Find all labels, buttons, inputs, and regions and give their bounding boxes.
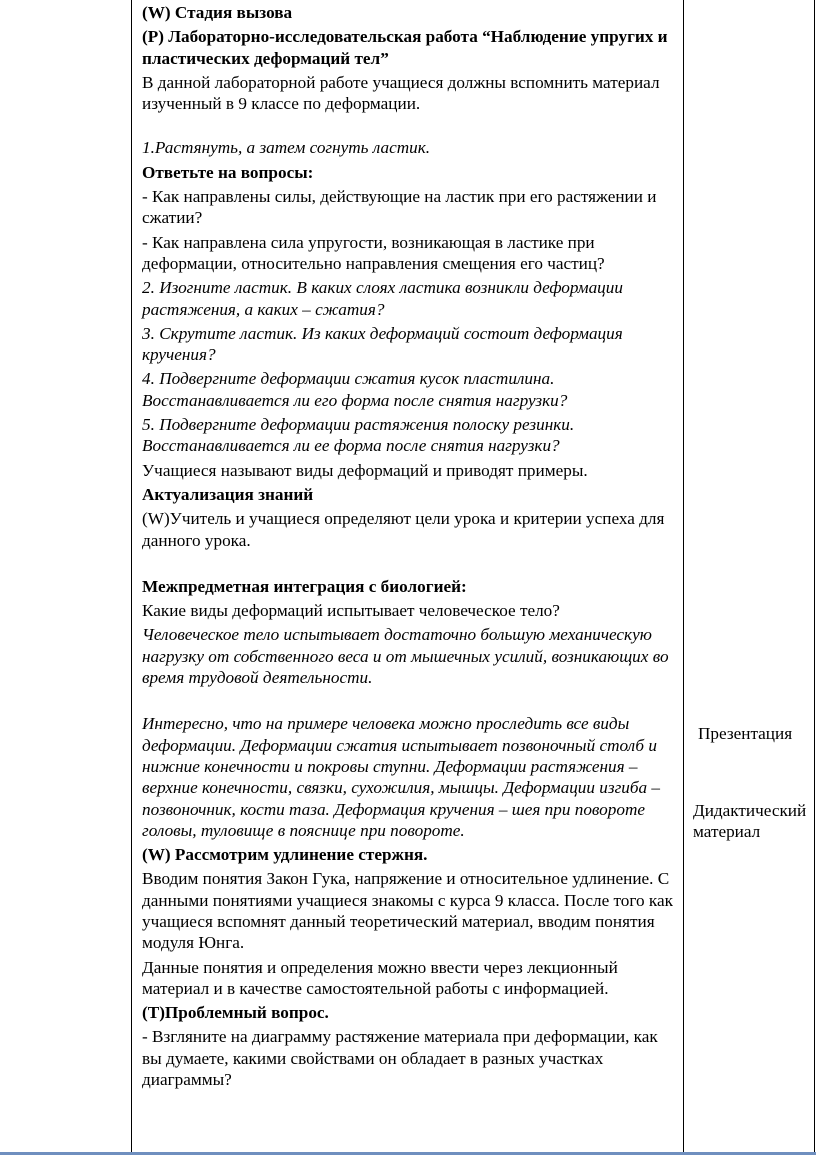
table-border-right — [814, 0, 815, 1152]
task-5: 5. Подвергните деформации растяжения полоску резинки. Восстанавливается ли ее форма после снятия нагрузки? — [142, 415, 575, 456]
knowledge-update-heading: Актуализация знаний — [142, 484, 314, 504]
biology-integration-heading: Межпредметная интеграция с биологией: — [142, 576, 467, 596]
hooke-law-intro: Вводим понятия Закон Гука, напряжение и относительное удлинение. С данными понятиями учащиеся знакомы с курса 9 класса. После того как учащиеся вспомнят данный теоретический материал, вводим понятия модуля Юнга. — [142, 869, 673, 953]
lab-work-title: (P) Лабораторно-исследовательская работа “Наблюдение упругих и пластических деформаций тел” — [142, 27, 668, 68]
problem-question-heading: (T)Проблемный вопрос. — [142, 1003, 329, 1023]
biology-answer: Человеческое тело испытывает достаточно большую механическую нагрузку от собственного веса и от мышечных усилий, возникающих во время трудовой деятельности. — [142, 625, 669, 688]
lesson-goals: (W)Учитель и учащиеся определяют цели урока и критерии успеха для данного урока. — [142, 509, 665, 550]
rod-elongation-heading: (W) Рассмотрим удлинение стержня. — [142, 845, 428, 865]
table-border-middle — [683, 0, 684, 1152]
spacer — [142, 554, 680, 576]
task-2: 2. Изогните ластик. В каких слоях ластика возникли деформации растяжения, а каких – сжатия? — [142, 278, 623, 319]
task-4: 4. Подвергните деформации сжатия кусок пластилина. Восстанавливается ли его форма после снятия нагрузки? — [142, 369, 568, 410]
lab-intro: В данной лабораторной работе учащиеся должны вспомнить материал изученный в 9 классе по деформации. — [142, 72, 660, 114]
spacer — [142, 691, 680, 713]
problem-question: - Взгляните на диаграмму растяжение материала при деформации, как вы думаете, какими свойствами он обладает в разных участках диаграммы? — [142, 1027, 658, 1090]
lesson-content-cell — [142, 2, 680, 1093]
resource-didactic-material: Дидактический материал — [693, 801, 807, 842]
question-1: - Как направлены силы, действующие на ластик при его растяжении и сжатии? — [142, 187, 657, 228]
lecture-note: Данные понятия и определения можно ввести через лекционный материал и в качестве самостоятельной работы с информацией. — [142, 957, 618, 998]
biology-question: Какие виды деформаций испытывает человеческое тело? — [142, 601, 560, 621]
human-deformation-examples: Интересно, что на примере человека можно проследить все виды деформации. Деформации сжатия испытывает позвоночный столб и нижние конечности и покровы ступни. Деформации растяжения – верхние конечности, связки, сухожилия, мышцы. Деформации изгиба – позвоночник, кости таза. Деформация кручения – шея при повороте головы, туловище в пояснице при повороте. — [142, 714, 661, 840]
table-border-bottom — [0, 1152, 816, 1155]
spacer — [142, 117, 680, 137]
table-border-left — [131, 0, 132, 1152]
question-2: - Как направлена сила упругости, возникающая в ластике при деформации, относительно направления смещения его частиц? — [142, 232, 605, 273]
task-3: 3. Скрутите ластик. Из каких деформаций состоит деформация кручения? — [142, 323, 623, 365]
stage-heading: (W) Стадия вызова — [142, 3, 293, 22]
questions-heading: Ответьте на вопросы: — [142, 162, 314, 182]
students-summary: Учащиеся называют виды деформаций и приводят примеры. — [142, 460, 588, 480]
resource-presentation: Презентация — [698, 724, 793, 743]
task-1: 1.Растянуть, а затем согнуть ластик. — [142, 138, 431, 158]
